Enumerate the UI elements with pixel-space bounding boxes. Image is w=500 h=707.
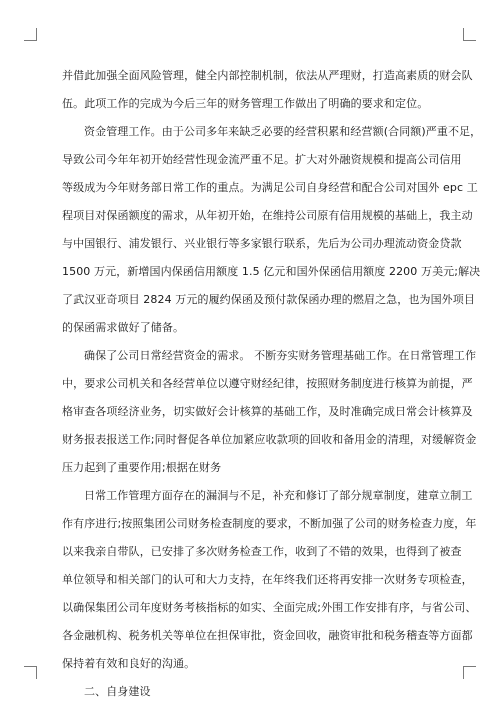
text-line: 压力起到了重要作用;根据在财务 — [62, 461, 222, 474]
text-line: 中，要求公司机关和各经营单位以遵守财经纪律，按照财务制度进行核算为前提，严 — [62, 377, 473, 390]
crop-mark-top-right — [463, 28, 476, 41]
text-line: 以确保集团公司年度财务考核指标的如实、全面完成;外围工作安排有序，与省公司、 — [62, 601, 477, 614]
text-line: 等级成为今年财务部日常工作的重点。为满足公司自身经营和配合公司对国外 epc 工 — [62, 181, 478, 194]
text-line: 单位领导和相关部门的认可和大力支持，在年终我们还将再安排一次财务专项检查， — [62, 573, 473, 586]
text-line: 作有序进行;按照集团公司财务检查制度的要求，不断加强了公司的财务检查力度，年 — [62, 517, 477, 530]
text-line: 日常工作管理方面存在的漏洞与不足，补充和修订了部分规章制度，建章立制工 — [84, 489, 473, 502]
text-line: 伍。此项工作的完成为今后三年的财务管理工作做出了明确的要求和定位。 — [62, 97, 429, 110]
text-line: 程项目对保函额度的需求，从年初开始，在维持公司原有信用规模的基础上，我主动 — [62, 209, 473, 222]
text-line: 保持着有效和良好的沟通。 — [62, 657, 196, 670]
crop-mark-bottom-right — [463, 666, 476, 679]
crop-mark-bottom-left — [24, 666, 37, 679]
document-body — [62, 62, 482, 706]
text-line: 与中国银行、浦发银行、兴业银行等多家银行联系，先后为公司办理流动资金贷款 — [62, 237, 462, 250]
text-line: 确保了公司日常经营资金的需求。 不断夯实财务管理基础工作。在日常管理工作 — [84, 349, 477, 362]
text-line: 并借此加强全面风险管理，健全内部控制机制，依法从严理财，打造高素质的财会队 — [62, 69, 473, 82]
text-line: 导致公司今年年初开始经营性现金流严重不足。扩大对外融资规模和提高公司信用 — [62, 153, 462, 166]
text-line: 财务报表报送工作;同时督促各单位加紧应收款项的回收和备用金的清理，对缓解资金 — [62, 433, 477, 446]
text-line: 1500 万元，新增国内保函信用额度 1.5 亿元和国外保函信用额度 2200 万美元;解决 — [62, 265, 481, 278]
text-line: 格审查各项经济业务，切实做好会计核算的基础工作，及时准确完成日常会计核算及 — [62, 405, 473, 418]
text-line: 各金融机构、税务机关等单位在担保审批，资金回收，融资审批和税务稽查等方面都 — [62, 629, 473, 642]
section-heading: 二、自身建设 — [84, 685, 151, 698]
text-line: 的保函需求做好了储备。 — [62, 321, 185, 334]
text-line: 以来我亲自带队，已安排了多次财务检查工作，收到了不错的效果，也得到了被查 — [62, 545, 462, 558]
crop-mark-top-left — [24, 28, 37, 41]
text-line: 资金管理工作。由于公司多年来缺乏必要的经营积累和经营额(合同额)严重不足， — [84, 125, 482, 138]
text-line: 了武汉亚奇项目 2824 万元的履约保函及预付款保函办理的燃眉之急，也为国外项目 — [62, 293, 475, 306]
